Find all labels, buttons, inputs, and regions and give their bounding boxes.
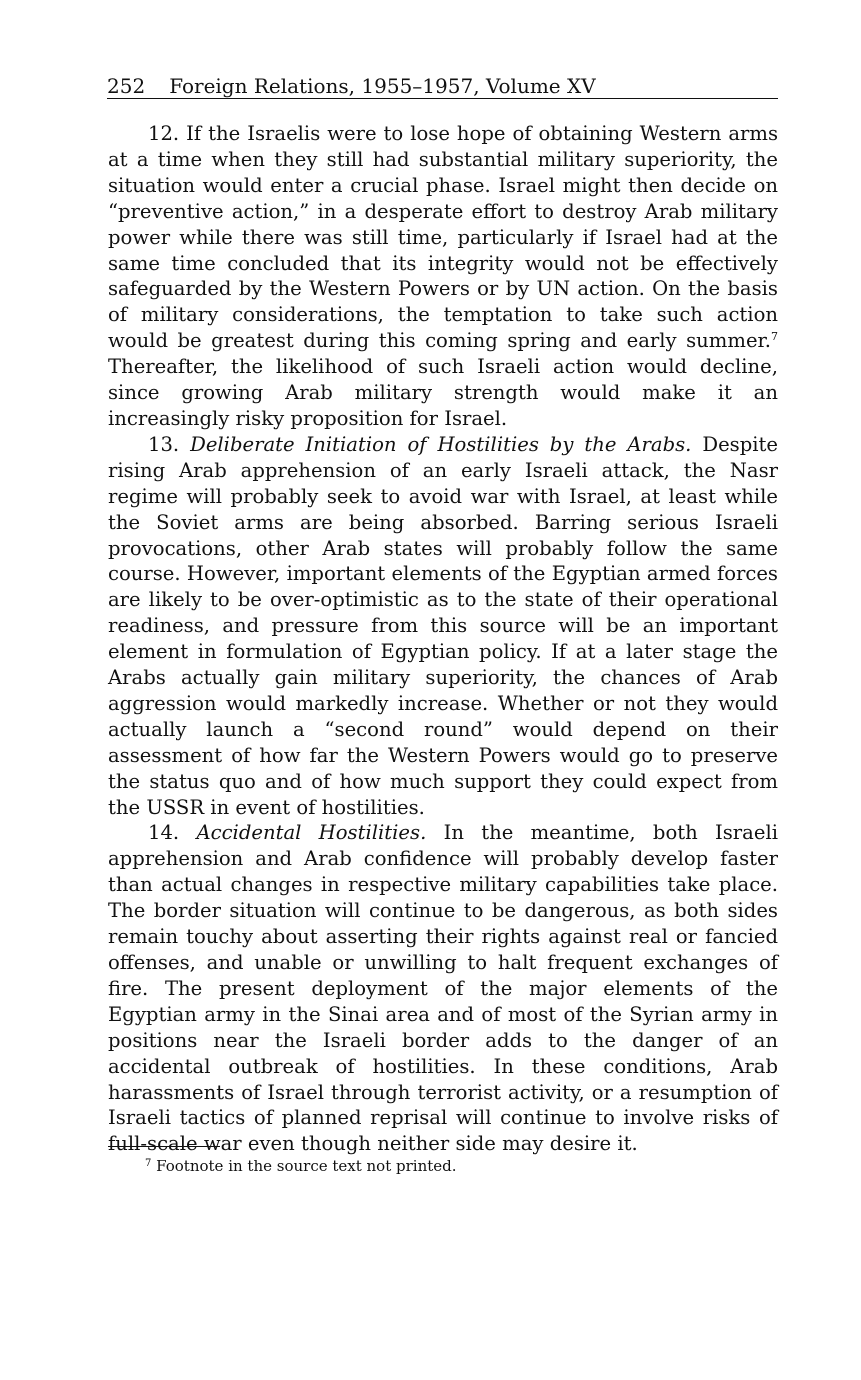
paragraph-13 xyxy=(108,432,778,821)
paragraph-heading: Deliberate Initiation of Hostilities by the Arabs. xyxy=(190,432,692,456)
paragraph-number: 12. xyxy=(148,122,180,145)
paragraph-text: Thereafter, the likelihood of such Israeli action would decline, since growing Arab military strength would make it an increasingly risky proposition for Israel. xyxy=(108,355,778,430)
paragraph-text: In the meantime, both Israeli apprehension and Arab confidence will probably develop faster than actual changes in respective military capabilities take place. The border situation will continue to be dangerous, as both sides remain touchy about asserting their rights against real or fancied offenses, and unable or unwilling to halt frequent exchanges of fire. The present deployment of the major elements of the Egyptian army in the Sinai area and of most of the Syrian army in positions near the Israeli border adds to the danger of an accidental outbreak of hostilities. In these conditions, Arab harassments of Israel through terrorist activity, or a resumption of Israeli tactics of planned reprisal will continue to involve risks of full-scale war even though neither side may desire it. xyxy=(108,821,778,1156)
paragraph-14 xyxy=(108,820,778,1157)
paragraph-number: 13. xyxy=(148,432,180,456)
paragraph-text: If the Israelis were to lose hope of obtaining Western arms at a time when they still had substantial military superiority, the situation would enter a crucial phase. Israel might then decide on “preventive action,” in a desperate effort to destroy Arab military power while there was still time, particularly if Israel had at the same time concluded that its integrity would not be effectively safeguarded by the Western Powers or by UN action. On the basis of military considerations, the temptation to take such action would be greatest during this coming spring and early summer. xyxy=(108,122,779,353)
paragraph-heading: Accidental Hostilities. xyxy=(196,821,427,845)
running-header xyxy=(107,74,778,99)
running-title: Foreign Relations, 1955–1957, Volume XV xyxy=(169,74,596,98)
paragraph-text: Despite rising Arab apprehension of an early Israeli attack, the Nasr regime will probably seek to avoid war with Israel, at least while the Soviet arms are being absorbed. Barring serious Israeli provocations, other Arab states will probably follow the same course. However, important elements of the Egyptian armed forces are likely to be over-optimistic as to the state of their operational readiness, and pressure from this source will be an important element in formulation of Egyptian policy. If at a later stage the Arabs actually gain military superiority, the chances of Arab aggression would markedly increase. Whether or not they would actually launch a “second round” would depend on their assessment of how far the Western Powers would go to preserve the status quo and of how much support they could expect from the USSR in event of hostilities. xyxy=(108,432,778,819)
footnote xyxy=(145,1156,457,1176)
footnote-rule xyxy=(108,1146,220,1147)
paragraph-12 xyxy=(108,121,778,432)
body-text xyxy=(108,121,778,1157)
footnote-reference: 7 xyxy=(771,330,778,344)
paragraph-number: 14. xyxy=(148,821,180,845)
footnote-text: Footnote in the source text not printed. xyxy=(156,1157,457,1175)
footnote-marker: 7 xyxy=(145,1158,152,1169)
page-number: 252 xyxy=(107,74,146,98)
